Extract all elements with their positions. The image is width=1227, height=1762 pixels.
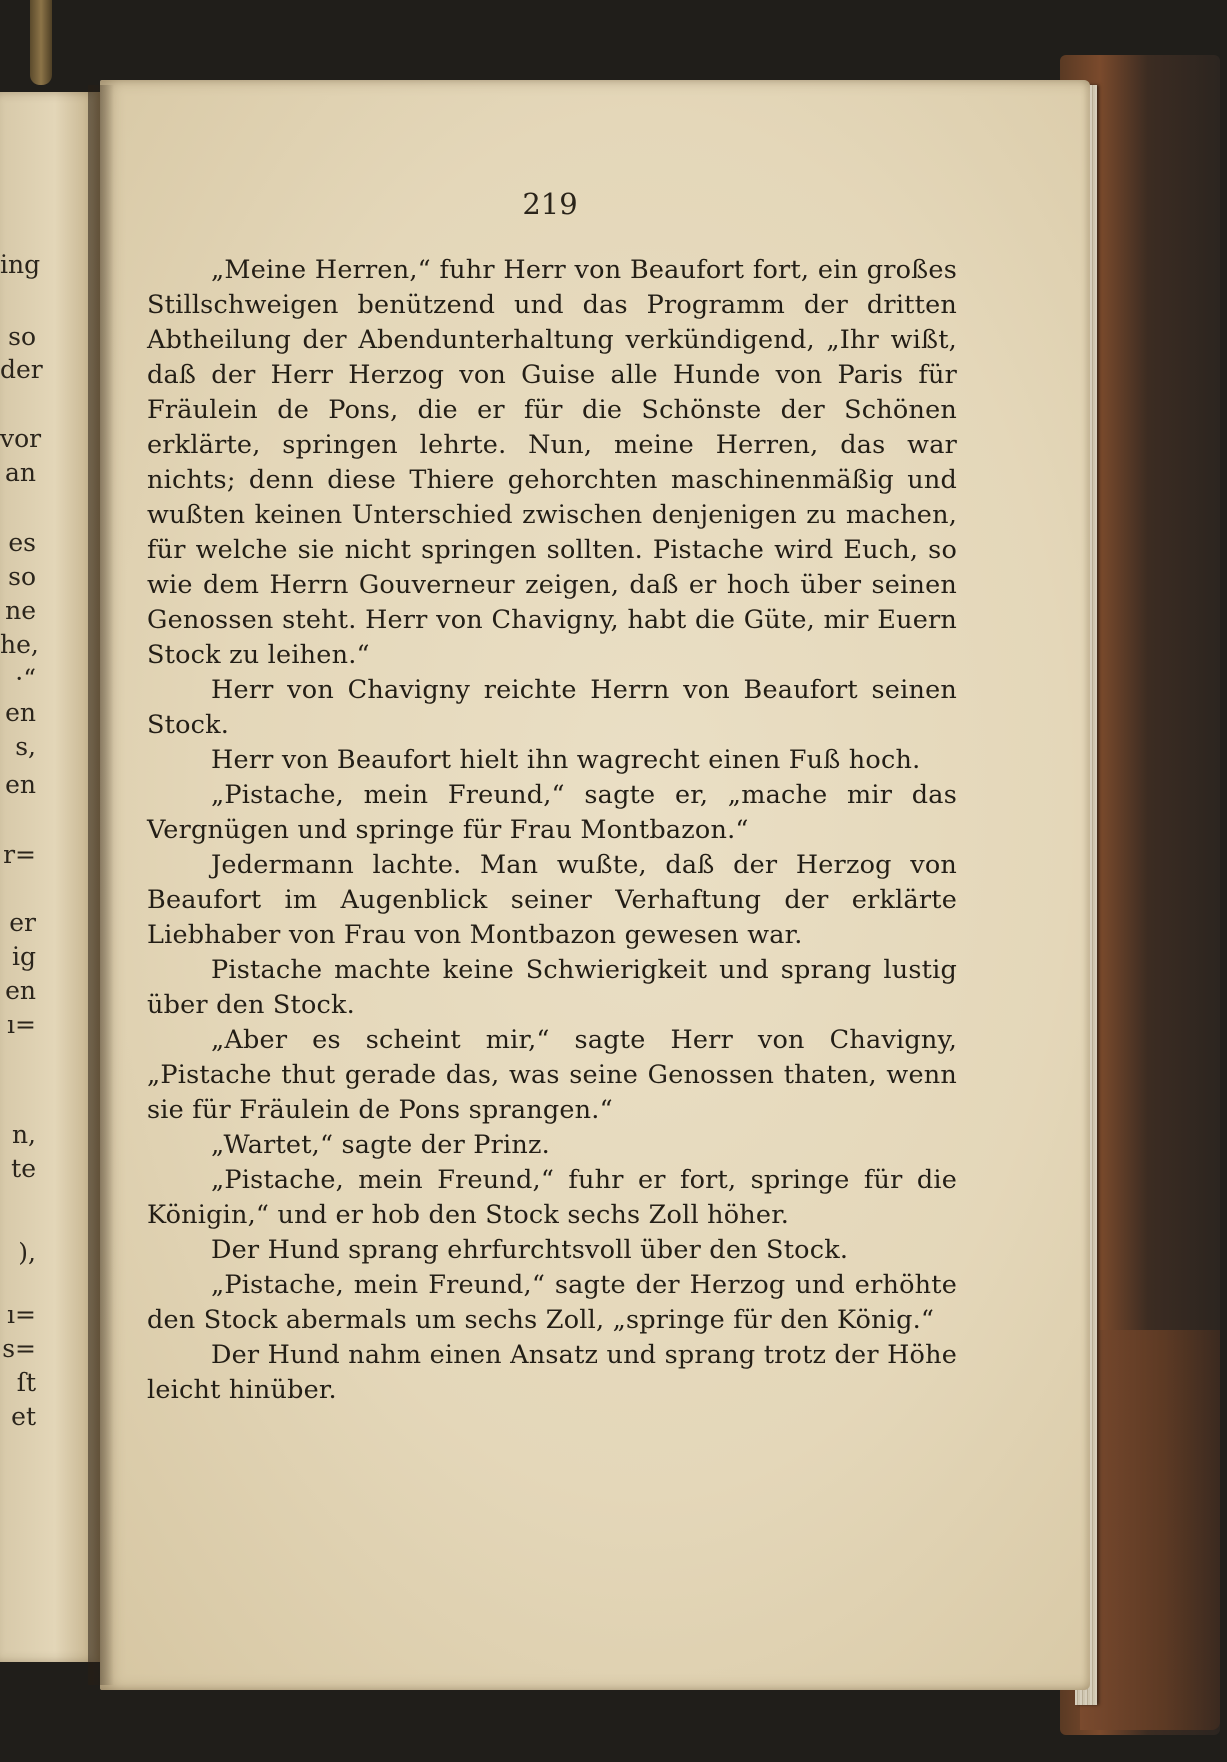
left-page-fragment: n,: [11, 1120, 36, 1149]
left-page-fragment: en: [5, 698, 36, 727]
paragraph: „Pistache, mein Freund,“ sagte er, „mache mir das Vergnügen und springe für Frau Montbazon.“: [147, 780, 957, 845]
paragraph: Pistache machte keine Schwierigkeit und sprang lustig über den Stock.: [147, 955, 957, 1020]
bookmark-ribbon: [30, 0, 52, 85]
paragraph: Jedermann lachte. Man wußte, daß der Herzog von Beaufort im Augenblick seiner Verhaftung der erklärte Liebhaber von Frau von Montbazon gewesen war.: [147, 850, 957, 950]
book-gutter: [88, 85, 114, 1685]
left-page-fragment: he,: [0, 630, 39, 659]
paragraph: Der Hund sprang ehrfurchtsvoll über den Stock.: [211, 1235, 849, 1265]
left-page-fragment: vor: [0, 424, 42, 453]
left-page-fragment: er: [9, 908, 36, 937]
left-page-fragment: der: [0, 355, 43, 384]
left-page-fragment: te: [11, 1154, 36, 1183]
paragraph: „Meine Herren,“ fuhr Herr von Beaufort fort, ein großes Stillschweigen benützend und das Programm der dritten Abtheilung der Abendunterhaltung verkündigend, „Ihr wißt, daß der Herr Herzog von Guise alle Hunde von Paris für Fräulein de Pons, die er für die Schönste der Schönen erklärte, springen lehrte. Nun, meine Herren, das war nichts; denn diese Thiere gehorchten maschinenmäßig und wußten keinen Unterschied zwischen denjenigen zu machen, für welche sie nicht springen sollten. Pistache wird Euch, so wie dem Herrn Gouverneur zeigen, daß er hoch über seinen Genossen steht. Herr von Chavigny, habt die Güte, mir Euern Stock zu leihen.“: [147, 255, 957, 670]
left-page-fragment: r=: [3, 840, 36, 869]
left-page-fragment: ing: [0, 250, 41, 279]
paragraph: „Wartet,“ sagte der Prinz.: [211, 1130, 550, 1160]
left-page-fragment: ı=: [7, 1010, 36, 1039]
left-page-fragment: ig: [12, 942, 36, 971]
left-page-fragment: ne: [5, 596, 36, 625]
page-number: 219: [522, 187, 578, 221]
left-page-fragment: an: [4, 458, 36, 487]
paragraph: „Pistache, mein Freund,“ sagte der Herzog und erhöhte den Stock abermals um sechs Zoll, „springe für den König.“: [147, 1270, 957, 1335]
left-page-fragment: ·“: [15, 664, 36, 693]
left-page-fragment: so: [8, 562, 36, 591]
paragraph: „Pistache, mein Freund,“ fuhr er fort, springe für die Königin,“ und er hob den Stock sechs Zoll höher.: [147, 1165, 957, 1230]
left-page-fragment: et: [11, 1402, 36, 1431]
left-page-fragment: ),: [18, 1238, 36, 1267]
paragraph: Der Hund nahm einen Ansatz und sprang trotz der Höhe leicht hinüber.: [147, 1340, 957, 1405]
left-page-fragment: ſt: [16, 1368, 36, 1397]
book-cover-corner: [1080, 1330, 1220, 1730]
paragraph: Herr von Beaufort hielt ihn wagrecht einen Fuß hoch.: [211, 745, 921, 775]
left-page-fragment: ı=: [7, 1300, 36, 1329]
left-page-fragment: en: [5, 976, 36, 1005]
paragraph: „Aber es scheint mir,“ sagte Herr von Chavigny, „Pistache thut gerade das, was seine Genossen thaten, wenn sie für Fräulein de Pons sprangen.“: [147, 1025, 957, 1125]
left-page: [0, 92, 100, 1662]
left-page-fragment: so: [8, 322, 36, 351]
left-page-fragment: en: [5, 770, 36, 799]
left-page-fragment: es: [8, 528, 36, 557]
paragraph: Herr von Chavigny reichte Herrn von Beaufort seinen Stock.: [147, 675, 957, 740]
page-body-text: [147, 253, 957, 1408]
left-page-fragment: s,: [15, 732, 36, 761]
left-page-fragment: s=: [2, 1334, 36, 1363]
